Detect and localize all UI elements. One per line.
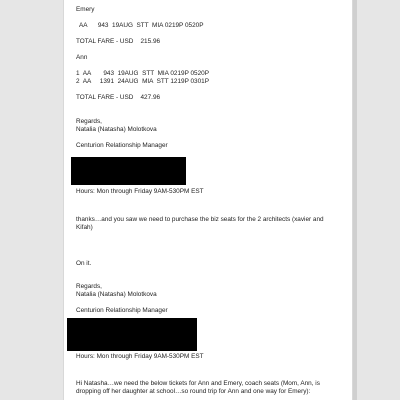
signature-title: Centurion Relationship Manager: [76, 307, 168, 314]
message-on-it: On it.: [76, 260, 92, 267]
page-edge: [353, 0, 357, 400]
passenger-name-emery: Emery: [76, 6, 95, 13]
signature-regards: Regards,: [76, 118, 102, 125]
total-fare-emery: TOTAL FARE - USD 215.96: [76, 38, 161, 45]
signature-name: Natalia (Natasha) Molotkova: [76, 126, 157, 133]
flight-line-ann-1: 1 AA 943 19AUG STT MIA 0219P 0520P: [76, 70, 209, 77]
flight-line-ann-2: 2 AA 1391 24AUG MIA STT 1219P 0301P: [76, 78, 209, 85]
signature-hours: Hours: Mon through Friday 9AM-530PM EST: [76, 353, 204, 360]
signature-hours: Hours: Mon through Friday 9AM-530PM EST: [76, 188, 204, 195]
redaction-block: [71, 157, 186, 185]
signature-regards: Regards,: [76, 283, 102, 290]
flight-line-emery: AA 943 19AUG STT MIA 0219P 0520P: [79, 22, 204, 29]
signature-title: Centurion Relationship Manager: [76, 142, 168, 149]
signature-name: Natalia (Natasha) Molotkova: [76, 291, 157, 298]
message-thanks: thanks…and you saw we need to purchase the biz seats for the 2 architects (xavier and Kifah): [76, 216, 324, 231]
passenger-name-ann: Ann: [76, 54, 88, 61]
message-request: Hi Natasha…we need the below tickets for Ann and Emery, coach seats (Mom, Ann, is dropping off her daughter at school…so round trip for Ann and one way for Emery):: [76, 380, 320, 395]
total-fare-ann: TOTAL FARE - USD 427.96: [76, 94, 161, 101]
email-document-page: [63, 0, 353, 400]
redaction-block: [67, 318, 197, 351]
